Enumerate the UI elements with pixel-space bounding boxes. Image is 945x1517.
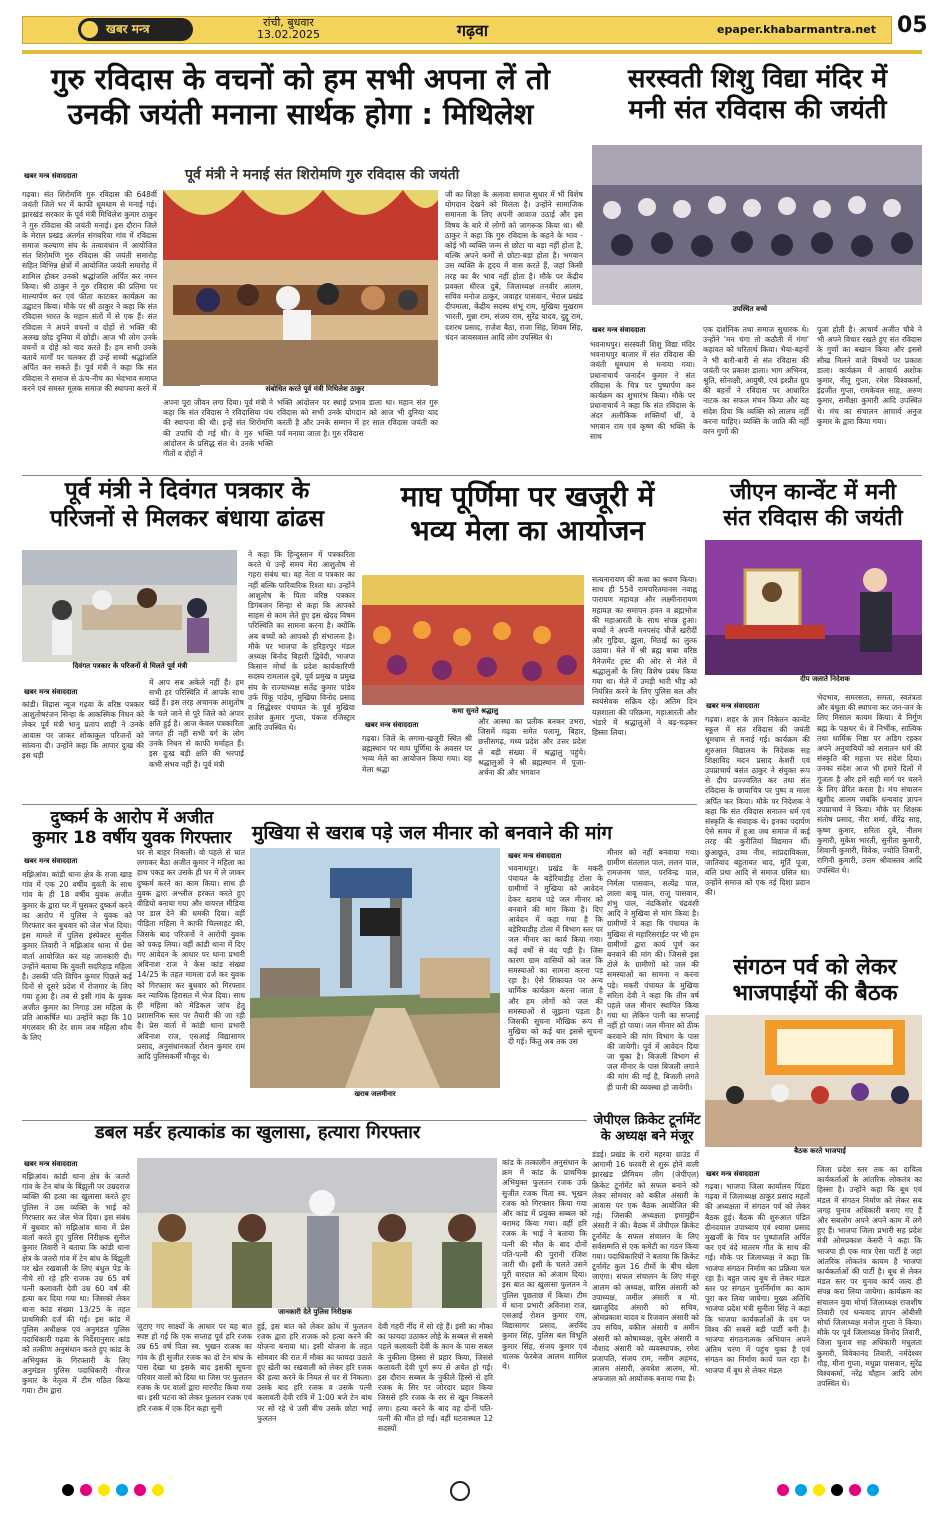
magh-byline: खबर मन्त्र संवाददाता <box>365 721 419 729</box>
brand-name: खबर मन्त्र <box>106 22 150 36</box>
divider <box>22 1120 587 1121</box>
registration-dot-cyan <box>867 1484 879 1496</box>
guru-photo <box>163 190 438 386</box>
guru-subhead: पूर्व मंत्री ने मनाई संत शिरोमणि गुरु रविदास की जयंती <box>185 167 460 183</box>
shishu-col2: एक दार्शनिक तथा समाज सुधारक थे। उन्होंने 'मन चंगा तो कठौती में गंगा' कहावत को चरितार्थ किया। भैया-बहनों ने भी बारी-बारी से संत रविदास की जयंती पर प्रकाश डाला। भाग अभिनव, श्रुति, सोनाक्षी, आयुषी, एवं इश्प्रीत ग्रुप की बहनों ने रविदास पर आधारित नाटक का सफल मंचन किया और यह संदेश दिया कि व्यक्ति को लालच नहीं करना चाहिए। व्यक्ति के जाति की नहीं वरन गुणों की <box>703 325 809 437</box>
shishu-photo <box>592 145 922 305</box>
header-rule <box>22 50 922 54</box>
murder-col2: जुटाए गए साक्ष्यों के आधार पर यह बात स्पष्ट हो गई कि एक सप्ताह पूर्व हरि रजक उम्र 65 वर्ष पिता स्व. भुखन राजक का गांव के ही सुजीत रजक का दो टेन बांध के पास देखा था इसके बाद इसकी सूचना परिवार वालों को दिया था जिस पर फुलतन रजक के पर वालों द्वारा मारपीट किया गया था। इसी घटना को लेकर फुलतन रजक एवं हरि रजक में एक दिन कहा सुनी <box>137 1322 252 1413</box>
divider <box>22 804 697 805</box>
murder-col1: मझिआंव। कांडी थाना क्षेत्र के जतरो गांव के टेन बांध के बिंझुली पर उम्रदराज व्यक्ति की हत्या का खुलासा करते हुए पुलिस ने उस व्यक्ति के भाई को गिरफ्तार कर जेल भेज दिया। इस संबंध में बुधवार को मझिआंव थाना में प्रेस वार्ता करते हुए पुलिस निरीक्षक सुनील कुमार तिवारी ने बताया कि कांडी थाना क्षेत्र के जतरो गांव में टेन बांध के बिंझुली पर खेत रखवाली के लिए बंधुल पेड़ के नीचे सो रहे हरि राजक उम्र 65 वर्ष पत्नी कलावती देवी उम्र 60 वर्ष की हत्या कर दिया गया था। जिसको लेकर थाना कांड संख्या 13/25 के तहत प्राथमिकी दर्ज की गई। इस कांड में पुलिस अधीक्षक एवं अनुमंडल पुलिस पदाधिकारी गढ़वा के निर्देशानुसार कांड को तत्कीण अनुसंधान करते हुए कांड के अभियुक्त के गिरफ्तारी के लिए अनुमंडल पुलिस पदाधिकारी नीरज कुमार के नेतृत्व में टीम गठित किया गया। टीम द्वारा <box>22 1172 130 1396</box>
guru-caption: संबोधित करते पूर्व मंत्री मिथिलेश ठाकुर <box>200 385 430 394</box>
print-registration-marks <box>22 1478 922 1500</box>
murder-caption: जानकारी देते पुलिस निरीक्षक <box>225 1308 405 1317</box>
sangathan-photo <box>705 1015 922 1147</box>
cricket-headline-line1: जेपीएल क्रिकेट टूर्नामेंट <box>593 1113 701 1128</box>
guru-headline <box>28 62 573 132</box>
mukhiya-photo <box>250 848 500 1088</box>
brand-logo <box>78 18 193 41</box>
gn-photo <box>705 540 922 675</box>
sangathan-byline: खबर मन्त्र संवाददाता <box>706 1170 760 1178</box>
magh-headline-line1: माघ पूर्णिमा पर खजूरी में <box>400 480 655 513</box>
site-url[interactable]: epaper.khabarmantra.net <box>717 23 876 36</box>
mukhiya-col1: भवनाथपुर। प्रखंड के मकरी पंचायत के बड़ेरियाडीह टोला के ग्रामीणों ने मुखिया को आवेदन देकर खराब पड़े जल मीनार को बनवाने की मांग किया है। दिए आवेदन में कहा गया है कि बड़ेरियाडीह टोला में विभाग स्तर पर जल मीनार का कार्य किया गया। कई वर्षों से बंद पड़ी है। जिस कारण ग्राम वासियों को जल कि समस्याओं का सामना करना पड़ रहा है। ऐसे शिकायत पर अन्य धार्मिक कार्यक्रम करना जाता है और हम लोगों को जल की समस्याओं से जूझना पड़ता है। जिसकी सूचना मौखिक रूप से मुखिया को कई बार इससे सूचना दी गई। किंतु अब तक उस <box>508 864 603 1047</box>
cricket-headline <box>592 1113 702 1144</box>
shishu-headline-line1: सरस्वती शिशु विद्या मंदिर में <box>627 64 888 94</box>
mukhiya-col2: मीनार को नहीं बनवाया गया। ग्रामीण संतलाल पाल, ललन पाल, रामजनम पाल, परविन्द्र पाल, निर्मला पासवान, सत्येंद्र पाल, लाला बाबू पाल, राजू पासवान, शंभु पाल, नंदकिशोर चंद्रवंशी आदि ने मुखिया से मांग किया है। ग्रामीणों ने कहा कि पंचायत के मुखिया से महारिसराईट पर भी हम ग्रामीणों द्वारा कार्य पूर्ण कर बनवाने की मांग की। जिससे इस टोले के ग्रामीणों को जल की समस्याओं का सामना न करना पड़े। मकरी पंचायत के मुखिया सरिता देवी ने कहा कि तीन वर्ष पहले जल मीनार स्थापित किया गया था लेकिन पानी का सप्लाई नहीं हो पाया। जल मीनार को ठीक करवाने की मांग विभाग के पास की जायेगी। पूर्व में आवेदन दिया जा चुका है। बिजली विभाग से जल मीनार के पास बिजली लगाने की मांग की गई है, बिजली लगते ही पानी की व्यवस्था हो जायेगी। <box>607 848 699 1092</box>
masthead-strip <box>22 13 928 44</box>
shishu-col1: भवनाथपुर। सरस्वती शिशु विद्या मंदिर भवनाथपुर बाजार में संत रविदास की जयंती धूमधाम से मनाया गया। प्रधानाचार्य जनार्दन कुमार ने संत रविदास के चित्र पर पुष्पार्पण कर कार्यक्रम का शुभारंभ किया। मौके पर प्रधानाचार्य ने कहा कि संत रविदास के अंदर अलौकिक शक्तियाँ थीं, वे भगवान राम एवं कृष्ण की भक्ति के साथ <box>590 340 695 441</box>
mukhiya-byline: खबर मन्त्र संवाददाता <box>508 852 562 860</box>
murder-photo <box>137 1158 497 1308</box>
sangathan-headline <box>705 955 925 1008</box>
sangathan-headline-line2: भाजपाईयों की बैठक <box>732 981 898 1007</box>
guru-col3: भक्ति आंदोलन पर स्थाई प्रभाव डाला था। महान संत गुरु रविदास को सभी उनके योगदान को आज भी दुनिया याद करती है और उनके सम्मान में हर साल रविदास जयंती का पर्व मनाया जाता है। गुरु रविदास <box>277 398 438 438</box>
sangathan-col1: गढ़वा। भाजपा जिला कार्यालय पिंडरा गढ़वा में जिलाध्यक्ष ठाकुर प्रसाद महतो की अध्यक्षता में संगठन पर्व को लेकर बैठक हुई। बैठक की शुरुआत पंडित दीनदयाल उपाध्याय एवं श्यामा प्रसाद मुखर्जी के चित्र पर पुष्पांजलि अर्पित कर एवं वंदे मातरम गीत के साथ की गई। मौके पर जिलाध्यक्ष ने कहा कि भाजपा संगठन निर्माण का प्रक्रिया चल रहा है। बहुत जल्द बूथ से लेकर मंडल स्तर पर संगठन पुनर्निर्माण का काम पूरा कर लिया जायेगा। मुख्य अतिथि भाजपा प्रदेश मंत्री सुनीता सिंह ने कहा कि भाजपा कार्यकर्ताओं के दम पर विश्व की सबसे बड़ी पार्टी बनी है। भाजपा संगठनात्मक अभियान अपने अंतिम चरण में पहुंच चुका है एवं संगठन का निर्माण कार्य चल रहा है। भाजपा में बूथ से लेकर मंडल <box>705 1182 810 1375</box>
patrakar-caption: दिवंगत पत्रकार के परिजनों से मिलते पूर्व मंत्री <box>30 662 230 671</box>
registration-dot-magenta <box>134 1484 146 1496</box>
city-day: रांची, बुधवार <box>263 16 314 29</box>
murder-col5: कांड के तत्कालीन अनुसंधान के क्रम में कांड के प्राथमिक अभियुक्त फुलतन रजक उर्फ सुजीत रजक पिता स्व. भूखन रजक को गिरफ्तार किया गया और कांड में प्रयुक्त सब्बल को बरामद किया गया। वहीं हरि रजक के भाई ने बताया कि पत्नी की मौत के बाद दोनों पति-पत्नी की पुरानी रंजिश जारी थी। इसी के चलते उसने पूरी वारदात को अंजाम दिया। इस बात का खुलासा फुलतन ने पुलिस पूछताछ में किया। टीम में थाना प्रभारी अविनाश राज, एसआई रोशन कुमार राम, विद्यासागर प्रसाद, अरविंद कुमार सिंह, पुलिस बल विभूति कुमार सिंह, संजय कुमार एवं चालक फेरबेज आलम शामिल थे। <box>502 1158 587 1372</box>
sangathan-caption: बैठक करते भाजपाई <box>770 1147 870 1156</box>
registration-dot-black <box>831 1484 843 1496</box>
sangathan-col2: जिला प्रदेश स्तर तक का दायित्व कार्यकर्ताओं के आंतरिक लोकतंत्र का हिस्सा है। उन्होंने कहा कि बूथ एवं मंडल में संगठन निर्माण को लेकर सब जगह चुनाव अधिकारी बनाए गए हैं और सबलोग अपने अपने काम में लगे हुए हैं। भाजपा जिला प्रभारी सह प्रदेश मंत्री ओमप्रकाश केसरी ने कहा कि भाजपा ही एक मात्र ऐसा पार्टी है जहां आंतरिक लोकतंत्र कायम है भाजपा कार्यकर्ताओं की पार्टी है। बूथ से लेकर मंडल स्तर पर चुनाव कार्य जल्द ही संपन्न करा लिया जायेगा। कार्यक्रम का संचालन युवा मोर्चा जिलाध्यक्ष राजशीष तिवारी एवं धन्यवाद ज्ञापन ओबीसी मोर्चा जिलाध्यक्ष मनोज गुप्ता ने किया। मौके पर पूर्व जिलाध्यक्ष विनोद तिवारी, जिला चुनाव सह अधिकारी मधुलता कुमारी, विवेकानंद तिवारी, नर्मदेश्वर गौड़, मीना गुप्ता, मधुप्रा पासवान, सुरेंद्र विश्वकर्मा, नरेंद्र चौहान आदि लोग उपस्थित थे। <box>817 1165 922 1389</box>
registration-dot-magenta <box>777 1484 789 1496</box>
registration-dot-cyan <box>795 1484 807 1496</box>
registration-dot-black <box>62 1484 74 1496</box>
gn-headline <box>703 480 923 533</box>
divider <box>22 475 922 476</box>
dushkarm-headline <box>22 808 242 849</box>
guru-headline-line1: गुरु रविदास के वचनों को हम सभी अपना लें तो <box>51 62 550 96</box>
section-name: गढ़वा <box>457 21 489 40</box>
gn-headline-line2: संत रविदास की जयंती <box>723 506 903 532</box>
registration-dot-magenta <box>849 1484 861 1496</box>
murder-col3: हुई, इस बात को लेकर क्रोध में फुलतन रजक द्वारा हरि राजक को हत्या करने की योजना बनाया था। इसी योजना के तहत सोमवार की रात में मौका का फायदा उठाते हुए खेती का रखवाली को लेकर हरि रजक की हत्या करने के नियत से घर से निकला। उसके बाद हरि रजक व उसके पत्नी कलावती देवी रात्रि में 1:00 बजे टेन बांध पर सो रहे थे उसी बीच उसके छोटा भाई फुलतन <box>257 1322 372 1423</box>
dushkarm-headline-line1: दुष्कर्म के आरोप में अजीत <box>50 808 214 828</box>
murder-col4: देवी गहरी नींद में सो रहे हैं। इसी का मौका का फायदा उठाकर लोहे के सब्बल से सबसे पहले कलावती देवी के कान के पास सबल के नुकीला हिस्सा से प्रहार किया, जिससे कलावती देवी पूर्ण रूप से अचेत हो गई। इस दौरान सब्बल के नुकीले हिस्से से हरि रजक के सिर पर जोरदार प्रहार किया जिससे हरि रजक के सर से खून निकलने लगा। हत्या करने के बाद वह दोनों पति-पत्नी की मौत हो गई। वहीं घटनास्थल 12 सदस्यों <box>378 1322 493 1434</box>
guru-col2: अपना पूरा जीवन लगा दिया। पूर्व मंत्री ने कहा कि संत रविदास ने रविदासिया पंथ की स्थापना की थी। इन्हें संत शिरोमणि की उपाधि दी गई थी। वे गुरु भक्ति आंदोलन के प्रसिद्ध संत थे। उनके भक्ति गीतों व दोहों ने <box>163 398 273 459</box>
gn-byline: खबर मन्त्र संवाददाता <box>706 702 760 710</box>
gn-headline-line1: जीएन कान्वेंट में मनी <box>729 480 897 505</box>
gn-caption: दीप जलाते निदेशक <box>780 675 870 684</box>
magh-headline-line2: भव्य मेला का आयोजन <box>410 513 645 547</box>
dushkarm-headline-line2: कुमार 18 वर्षीय युवक गिरफ्तार <box>32 828 232 849</box>
murder-headline: डबल मर्डर हत्याकांड का खुलासा, हत्यारा गिरफ्तार <box>95 1122 421 1143</box>
registration-dot-cyan <box>116 1484 128 1496</box>
brand-mark-icon <box>81 21 98 38</box>
patrakar-headline-line2: परिजनों से मिलकर बंधाया ढांढस <box>49 505 325 532</box>
shishu-headline <box>590 64 925 126</box>
shishu-headline-line2: मनी संत रविदास की जयंती <box>628 95 887 126</box>
magh-col1: गढ़वा। जिले के लगमा-खजूरी स्थित श्री ब्रह्मस्थान पर माघ पूर्णिमा के अवसर पर भव्य मेले का आयोजन किया गया। यह मेला श्रद्धा <box>362 734 472 774</box>
magh-caption: कथा सुनते श्रद्धालु <box>420 707 530 716</box>
date-text: 13.02.2025 <box>257 28 320 41</box>
cricket-headline-line2: के अध्यक्ष बने मंजूर <box>600 1128 694 1144</box>
crosshair-icon <box>450 1481 470 1501</box>
mukhiya-caption: खराब जलमीनार <box>330 1090 420 1099</box>
patrakar-photo <box>22 550 237 662</box>
patrakar-col1b: में आप सब अकेले नहीं हैं। हम सभी हर परिस्थिति में आपके साथ खड़े हैं। इस तरह अचानक आशुतोष के चले जाने से पूरे जिले को अपार क्षति हुई है। आज केवल पत्रकारिता जगत ही नहीं सभी वर्ग के लोग उनके निधन से काफी मर्माहत हैं। इस दुःख बड़ी क्षति की भरपाई कभी संभव नहीं है। पूर्व मंत्री <box>149 678 244 769</box>
murder-byline: खबर मन्त्र संवाददाता <box>24 1160 78 1168</box>
registration-dot-yellow <box>152 1484 164 1496</box>
magh-col3: सत्यनारायण की कथा का श्रवण किया। साथ ही 55वें रामचरितमानस नवाह्न पारायण महायज्ञ और लक्ष्मीनारायण महायज्ञ का समापन हवन व ब्रह्मभोज की महाआरती के साथ संपन्न हुआ। बच्चों ने अपनी मनपसंद चीजें खरीदीं और गुड़िया, झूला, मिठाई का लुत्फ उठाया। मेले में श्री ब्रह्म बाबा वरिष्ठ मैनेजमेंट ट्रस्ट की ओर से मेले में श्रद्धालुओं के लिए विशेष प्रबंध किया गया था। मेले में उमड़ी भारी भीड़ को नियंत्रित करने के लिए पुलिस बल और स्वयंसेवक सक्रिय रहे। अंतिम दिन यज्ञशाला की परिक्रमा, महाआरती और भंडारे में श्रद्धालुओं ने बढ़-चढ़कर हिस्सा लिया। <box>592 575 697 738</box>
guru-headline-line2: उनकी जयंती मनाना सार्थक होगा : मिथिलेश <box>67 96 534 131</box>
patrakar-headline <box>22 478 352 533</box>
patrakar-col1: कांडी। विद्रास न्यूज गढ़वा के वरिष्ठ पत्रकार आशुतोषरंजन सिन्हा के आकस्मिक निधन को लेकर पूर्व मंत्री भानु प्रताप शाही ने उनके आवास पर जाकर शोकाकुल परिजनों को सांत्वना दी। उन्होंने कहा कि आपार दुःख की इस घड़ी <box>22 700 144 761</box>
mukhiya-headline: मुखिया से खराब पड़े जल मीनार को बनवाने की मांग <box>252 822 613 844</box>
sangathan-headline-line1: संगठन पर्व को लेकर <box>733 955 897 980</box>
guru-col4: जी का शिक्षा के अलावा समाज सुधार में भी विशेष योगदान देखने को मिलता है। उन्होंने सामाजिक समानता के लिए अपनी आवाज उठाई और इस विषय के बारे में लोगों को जागरूक किया था। श्री ठाकुर ने कहा कि गुरु रविदास के कहने के भाव - कोई भी व्यक्ति जन्म से छोटा या बड़ा नहीं होता है, बल्कि अपने कर्मों से छोटा-बड़ा होता है। भगवान उस व्यक्ति के हृदय में वास करते हैं, जहां किसी तरह का बैर भाव नहीं होता है। मौके पर केंद्रीय प्रवक्ता धीरज दुबे, जिलाध्यक्ष तनवीर आलम, सचिव मनोज ठाकुर, जवाहर पासवान, मेराल प्रखंड दीपमाला, केंद्रीय सदस्य शंभू राम, मुखिया मुखराम भारती, मुन्ना राम, संजय राम, सुरेंद्र यादव, दुद्दू राम, दशरथ प्रसाद, राजेश बैठा, राजा सिंह, शिवम सिंह, चंदन जायसवाल आदि लोग उपस्थित थे। <box>445 190 583 342</box>
gn-col2: भेदभाव, समरसता, समता, स्वतंत्रता और बंधुता की स्थापना कर जन-जन के लिए मिसाल कायम किया। वे निर्गुण ब्रह्म के पक्षधर थे। वे निर्भीक, सात्विक तथा धार्मिक निष्ठा पर अडिग रहकर अपने अनुयायियों को सनातन धर्म की संस्कृति की महत्ता पर संदेश दिया। उनका संदेश आज भी हमारे दिलों में गूंजता है और हमें सही मार्ग पर चलने के लिए प्रेरित करता है। मंच संचालन खुशीद आलम जबकि धन्यवाद ज्ञापन उपप्राचार्य ने किया। मौके पर शिक्षक संतोष प्रसाद, नीरा शर्मा, वीरेंद्र साह, कृष्ण कुमार, सरिता दुबे, नीलम कुमारी, मुकेश भारती, सुनीता कुमारी, शिवानी कुमारी, विवेक, ज्योति तिवारी, रागिनी कुमारी, उत्तम श्रीवास्तव आदि उपस्थित थे। <box>817 693 922 876</box>
magh-photo <box>362 575 584 705</box>
guru-byline: खबर मन्त्र संवाददाता <box>24 172 78 180</box>
dushkarm-byline: खबर मन्त्र संवाददाता <box>24 857 78 865</box>
magh-col2: और आस्था का प्रतीक बनकर उभरा, जिसमें गढ़वा समेत पलामू, बिहार, छत्तीसगढ़, मध्य प्रदेश और उत्तर प्रदेश से बड़ी संख्या में श्रद्धालु पहुंचे। श्रद्धालुओं ने श्री ब्रह्मस्थान में पूजा-अर्चना की और भगवान <box>478 717 586 778</box>
dushkarm-col1: मझिआंव। कांडी थाना क्षेत्र के राजा खाड़ गांव में एक 20 वर्षीय युवती के साथ गांव के ही 18 वर्षीय युवक अजीत कुमार के द्वारा घर में घुसकर दुष्कर्म करने का आरोप में पुलिस ने युवक को गिरफ्तार कर बुधवार को जेल भेज दिया। इस मामले में पुलिस इंस्पेक्टर सुनील कुमार तिवारी ने मझिआंव थाना में प्रेस वार्ता आयोजित कर यह जानकारी दी। उन्होंने बताया कि युवती सदरिहाड़ महिला है। उसकी पति विपिन कुमार पिछले कई दिनों से दूसरे प्रदेश में रोजगार के लिए गया हुआ है। तब से इसी गांव के युवक अजीत कुमार का निगाह उस महिला के प्रति आकर्षित था। उन्होंने कहा कि 10 मंगलवार की देर शाम जब महिला शौच के लिए <box>22 870 132 1043</box>
guru-col1: गढ़वा। संत शिरोमणि गुरु रविदास की 648वीं जयंती जिले भर में काफी धूमधाम से मनाई गई। झारखंड सरकार के पूर्व मंत्री मिथिलेश कुमार ठाकुर ने गुरु रविदास की जयंती मनाई। इस दौरान जिले के मेराल प्रखंड अंतर्गत संगबरिया गांव में रविदास समाज कल्याण संघ के तत्वावधान में आयोजित संत शिरोमणि गुरु रविदास की जयंती समारोह सहित विभिन्न क्षेत्रों में आयोजित जयंती समारोह में शामिल होकर उनको श्रद्धांजलि अर्पित कर नमन किया। श्री ठाकुर ने गुरु रविदास की प्रतिमा पर माल्यार्पण कर एवं फीता काटकर कार्यक्रम का उद्घाटन किया। मौके पर श्री ठाकुर ने कहा कि संत रविदास भारत के महान संतों में से एक हैं। संत रविदास ने अपने वचनों व दोहों से भक्ति की अलख छोड़ दुनिया में छोड़ी। आज भी लोग उनके वचनों व दोहे को याद करते हैं। हम सभी उनके बताये मार्गों पर चलकर ही उन्हें सच्ची श्रद्धांजलि अर्पित कर सकते हैं। पूर्व मंत्री ने कहा कि संत रविदास ने समाज से ऊंच-नीच का भेदभाव समाप्त करने एवं समस्त मूलक समाज की स्थापना करने में <box>22 190 157 393</box>
shishu-caption: उपस्थित बच्चे <box>700 305 800 314</box>
page-number: 05 <box>897 13 928 38</box>
registration-dot-yellow <box>98 1484 110 1496</box>
edition-date <box>257 17 320 41</box>
patrakar-headline-line1: पूर्व मंत्री ने दिवंगत पत्रकार के <box>64 478 310 504</box>
gn-col1: गढ़वा। शहर के ज्ञान निकेतन कान्वेंट स्कूल में संत रविदास की जयंती धूमधाम से मनाई गई। कार्यक्रम की शुरुआत विद्यालय के निदेशक सह शिक्षाविद मदन प्रसाद केशरी एवं उपप्राचार्य बसंत ठाकुर ने संयुक्त रूप से दीप प्रज्ज्वलित कर तथा संत रविदास के छायाचित्र पर पुष्प व माला अर्पित कर किया। मौके पर निदेशक ने कहा कि संत रविदास सनातन धर्म एवं संस्कृति के संवाहक थे। इनका पदार्पण ऐसे समय में हुआ जब समाज में कई तरह की कुरीतियां विद्यमान थीं। छुआछूत, उच्च नीच, सांप्रदायिकता, जातिवाद बहुतायत थाद, मूर्ति पूजा, बलि प्रथा आदि से समाज ग्रसित था। उन्होंने समाज को एक नई दिशा प्रदान की। <box>705 715 810 898</box>
magh-headline <box>360 480 695 547</box>
shishu-col3: पूजा होती है। आचार्य अजीत चौबे ने भी अपने विचार रखते हुए संत रविदास के गुणों का बखान किया और इससे सीख मिलने वाले विषयों पर प्रकाश डाला। कार्यक्रम में आचार्य अशोक कुमार, नीतू गुप्ता, रमेश विश्वकर्मा, इंद्रजीत गुप्ता, रामकेवल साह, अरुण कुमार, समीक्षा कुमारी आदि उपस्थित थे। मंच का संचालन आचार्य अनुज कुमार के द्वारा किया गया। <box>817 325 922 426</box>
registration-dot-yellow <box>813 1484 825 1496</box>
shishu-byline: खबर मन्त्र संवाददाता <box>592 326 646 334</box>
patrakar-col2: ने कहा कि हिन्दुस्तान में पत्रकारिता करते थे उन्हें समय मेरा आशुतोष से गहरा संबंध था। वह नेता व पत्रकार का नहीं बल्कि पारिवारिक रिश्ता था। उन्होंने आशुतोष के पिता वरिष्ठ पत्रकार डिगंबजन सिन्हा से कहा कि आपको साहस से काम लेते हुए इस खेदद विषम परिस्थिति का सामना करना है। क्योंकि अब बच्चों को आपको ही संभालना है। मौके पर भाजपा के हरिहरपुर मंडल अध्यक्ष बिनोद बिहारी द्विवेदी, भाजपा किसान मोर्चा के प्रदेश कार्यकारिणी सदस्य रामलाल दुबे, पूर्व प्रमुख व प्रमुख संघ के राज्याध्यक्ष सतेंद्र कुमार पांडेय उर्फ पिंकू पांडेय, मुखिया विनोद प्रसाद व सिद्धेश्वर पंचायत के पूर्व मुखिया राजेश कुमार गुप्ता, पंकज रजिस्ट्रार आदि उपस्थित थे। <box>248 550 355 733</box>
patrakar-byline: खबर मन्त्र संवाददाता <box>24 688 78 696</box>
dushkarm-col2: घर से बाहर निकली। वो पहले से घात लगाकर बैठा अजीत कुमार ने महिला का हाथ पकड़ कर उसके ही घर में ले जाकर दुष्कर्म करने का काम किया। साथ ही युवक द्वारा अश्लील हरकत करते हुए वीडियो बनाया गया और वायरल मीडिया पर डाल देने की धमकी दिया। वहीं पीड़िता महिला ने काफी चिल्लाहट की, जिसके बाद परिजनों ने आरोपी युवक को पकड़ लिया। वहीं कांडी थाना में दिए गए आवेदन के आधार पर थाना प्रभारी अविनाश राज ने केस कांड संख्या 14/25 के तहत मामला दर्ज कर युवक को गिरफ्तार कर बुधवार को गिरफ्तार कर न्यायिक हिरासत में भेज दिया। साथ ही महिला को मेडिकल जांच हेतु प्रशासनिक स्तर पर तैयारी की जा रही है। प्रेस वार्ता में कांडी थाना प्रभारी अविनाश राज, एसआई विद्यासागर प्रसाद, अनुसंधानकर्ता रोशन कुमार राम आदि पुलिसकर्मी मौजूद थे। <box>137 848 245 1062</box>
registration-dot-magenta <box>80 1484 92 1496</box>
cricket-col1: डंडई। प्रखंड के रारो महरवा ग्राउंड में आगामी 16 फरवरी से शुरू होने वाली झारखंड प्रीमियम लीग (जेपीएल) क्रिकेट टूर्नामेंट को सफल बनाने को लेकर सोमवार को बकील अंसारी के आवास पर एक बैठक आयोजित की गई। जिसकी अध्यक्षता इमामुद्दीन अंसारी ने की। बैठक में जेपीएल क्रिकेट टूर्नामेंट के सफल संचालन के लिए सर्वसम्मति से एक कमेटी का गठन किया गया। पदाधिकारियों ने बताया कि क्रिकेट टूर्नामेंट कुल 16 टीमों के बीच खेला जाएगा। सफल संचालन के लिए मंजूर आलम को अध्यक्ष, वारिस अंसारी को उपाध्यक्ष, जमील अंसारी व मो. ख्वाजुदिद अंसारी को सचिव, ओमप्रकाश यादव व रिजवान अंसारी को उप सचिव, वकील अंसारी व अमीन अंसारी को कोषाध्यक्ष, जुबेर अंसारी व नौशाद अंसारी को व्यवस्थापक, रमेश प्रजापति, संजय राम, नसीम अहमद, आलम अंसारी, अवधेश आलम, मो. अफजाल को आयोजक बनाया गया है। <box>592 1150 699 1384</box>
